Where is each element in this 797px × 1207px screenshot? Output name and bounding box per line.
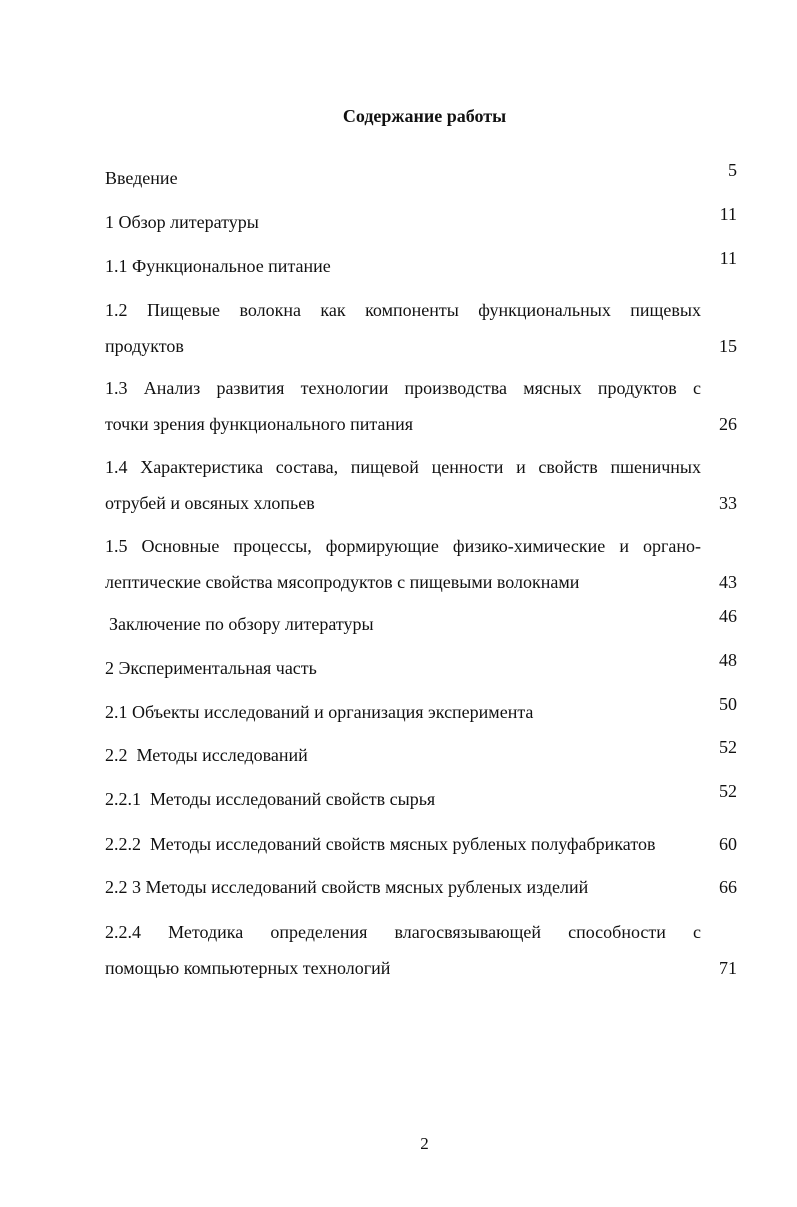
page-number: 2 xyxy=(420,1134,429,1153)
toc-entry-1-3 xyxy=(105,370,737,442)
toc-entry-label: Введение xyxy=(105,168,178,188)
toc-entry-label: 1.1 Функциональное питание xyxy=(105,256,331,276)
toc-entry-label: 2.2.2 Методы исследований свойств мясных рубленых полуфабрикатов xyxy=(105,834,656,854)
toc-entry-page: 48 xyxy=(719,650,737,670)
toc-entry-1-4 xyxy=(105,449,737,521)
toc-entry-page: 60 xyxy=(719,834,737,854)
toc-entry-label-line: лептические свойства мясопродуктов с пищевыми волокнами xyxy=(105,572,580,592)
toc-entry-label: 2.2 3 Методы исследований свойств мясных рубленых изделий xyxy=(105,877,589,897)
toc-entry-introduction xyxy=(105,160,737,196)
toc-entry-2-2-2 xyxy=(105,826,737,862)
toc-entry-2-2 xyxy=(105,737,737,773)
toc-entry-page: 26 xyxy=(719,414,737,434)
toc-entry-page: 71 xyxy=(719,958,737,978)
toc-entry-label-line: продуктов xyxy=(105,336,184,356)
toc-entry-literature-review xyxy=(105,204,737,240)
toc-entry-page: 46 xyxy=(719,606,737,626)
toc-entry-label-line: 1.2 Пищевые волокна как компоненты функциональных пищевых xyxy=(105,300,701,320)
toc-entry-page: 52 xyxy=(719,737,737,757)
toc-entry-page: 43 xyxy=(719,572,737,592)
toc-entry-2-2-4 xyxy=(105,914,737,986)
toc-entry-page: 15 xyxy=(719,336,737,356)
toc-entry-conclusion xyxy=(105,606,737,642)
toc-entry-label: 1 Обзор литературы xyxy=(105,212,259,232)
toc-entry-page: 52 xyxy=(719,781,737,801)
toc-entry-2-2-1 xyxy=(105,781,737,817)
toc-entry-page: 11 xyxy=(719,204,737,224)
toc-entry-1-1 xyxy=(105,248,737,284)
toc-entry-label-line: 1.3 Анализ развития технологии производства мясных продуктов с xyxy=(105,378,701,398)
toc-entry-page: 5 xyxy=(728,160,737,180)
toc-entry-page: 33 xyxy=(719,493,737,513)
toc-entry-page: 50 xyxy=(719,694,737,714)
toc-entry-label: 2 Экспериментальная часть xyxy=(105,658,317,678)
toc-entry-2-1 xyxy=(105,694,737,730)
toc-entry-label: 2.2 Методы исследований xyxy=(105,745,308,765)
toc-entry-1-2 xyxy=(105,292,737,364)
toc-entry-label-line: 1.5 Основные процессы, формирующие физико-химические и органо- xyxy=(105,536,701,556)
toc-entry-label: 2.1 Объекты исследований и организация эксперимента xyxy=(105,702,534,722)
toc-entry-label-line: помощью компьютерных технологий xyxy=(105,958,391,978)
toc-entry-label-line: 1.4 Характеристика состава, пищевой ценности и свойств пшеничных xyxy=(105,457,701,477)
toc-entry-label: Заключение по обзору литературы xyxy=(109,614,374,634)
toc-entry-label-line: 2.2.4 Методика определения влагосвязывающей способности с xyxy=(105,922,701,942)
toc-entry-page: 66 xyxy=(719,877,737,897)
page-title: Содержание работы xyxy=(342,106,507,126)
toc-entry-label: 2.2.1 Методы исследований свойств сырья xyxy=(105,789,436,809)
toc-entry-2-2-3 xyxy=(105,869,737,905)
toc-entry-page: 11 xyxy=(719,248,737,268)
toc-entry-experimental xyxy=(105,650,737,686)
toc-entry-label-line: отрубей и овсяных хлопьев xyxy=(105,493,315,513)
toc-entry-1-5 xyxy=(105,528,737,600)
toc-entry-label-line: точки зрения функционального питания xyxy=(105,414,414,434)
